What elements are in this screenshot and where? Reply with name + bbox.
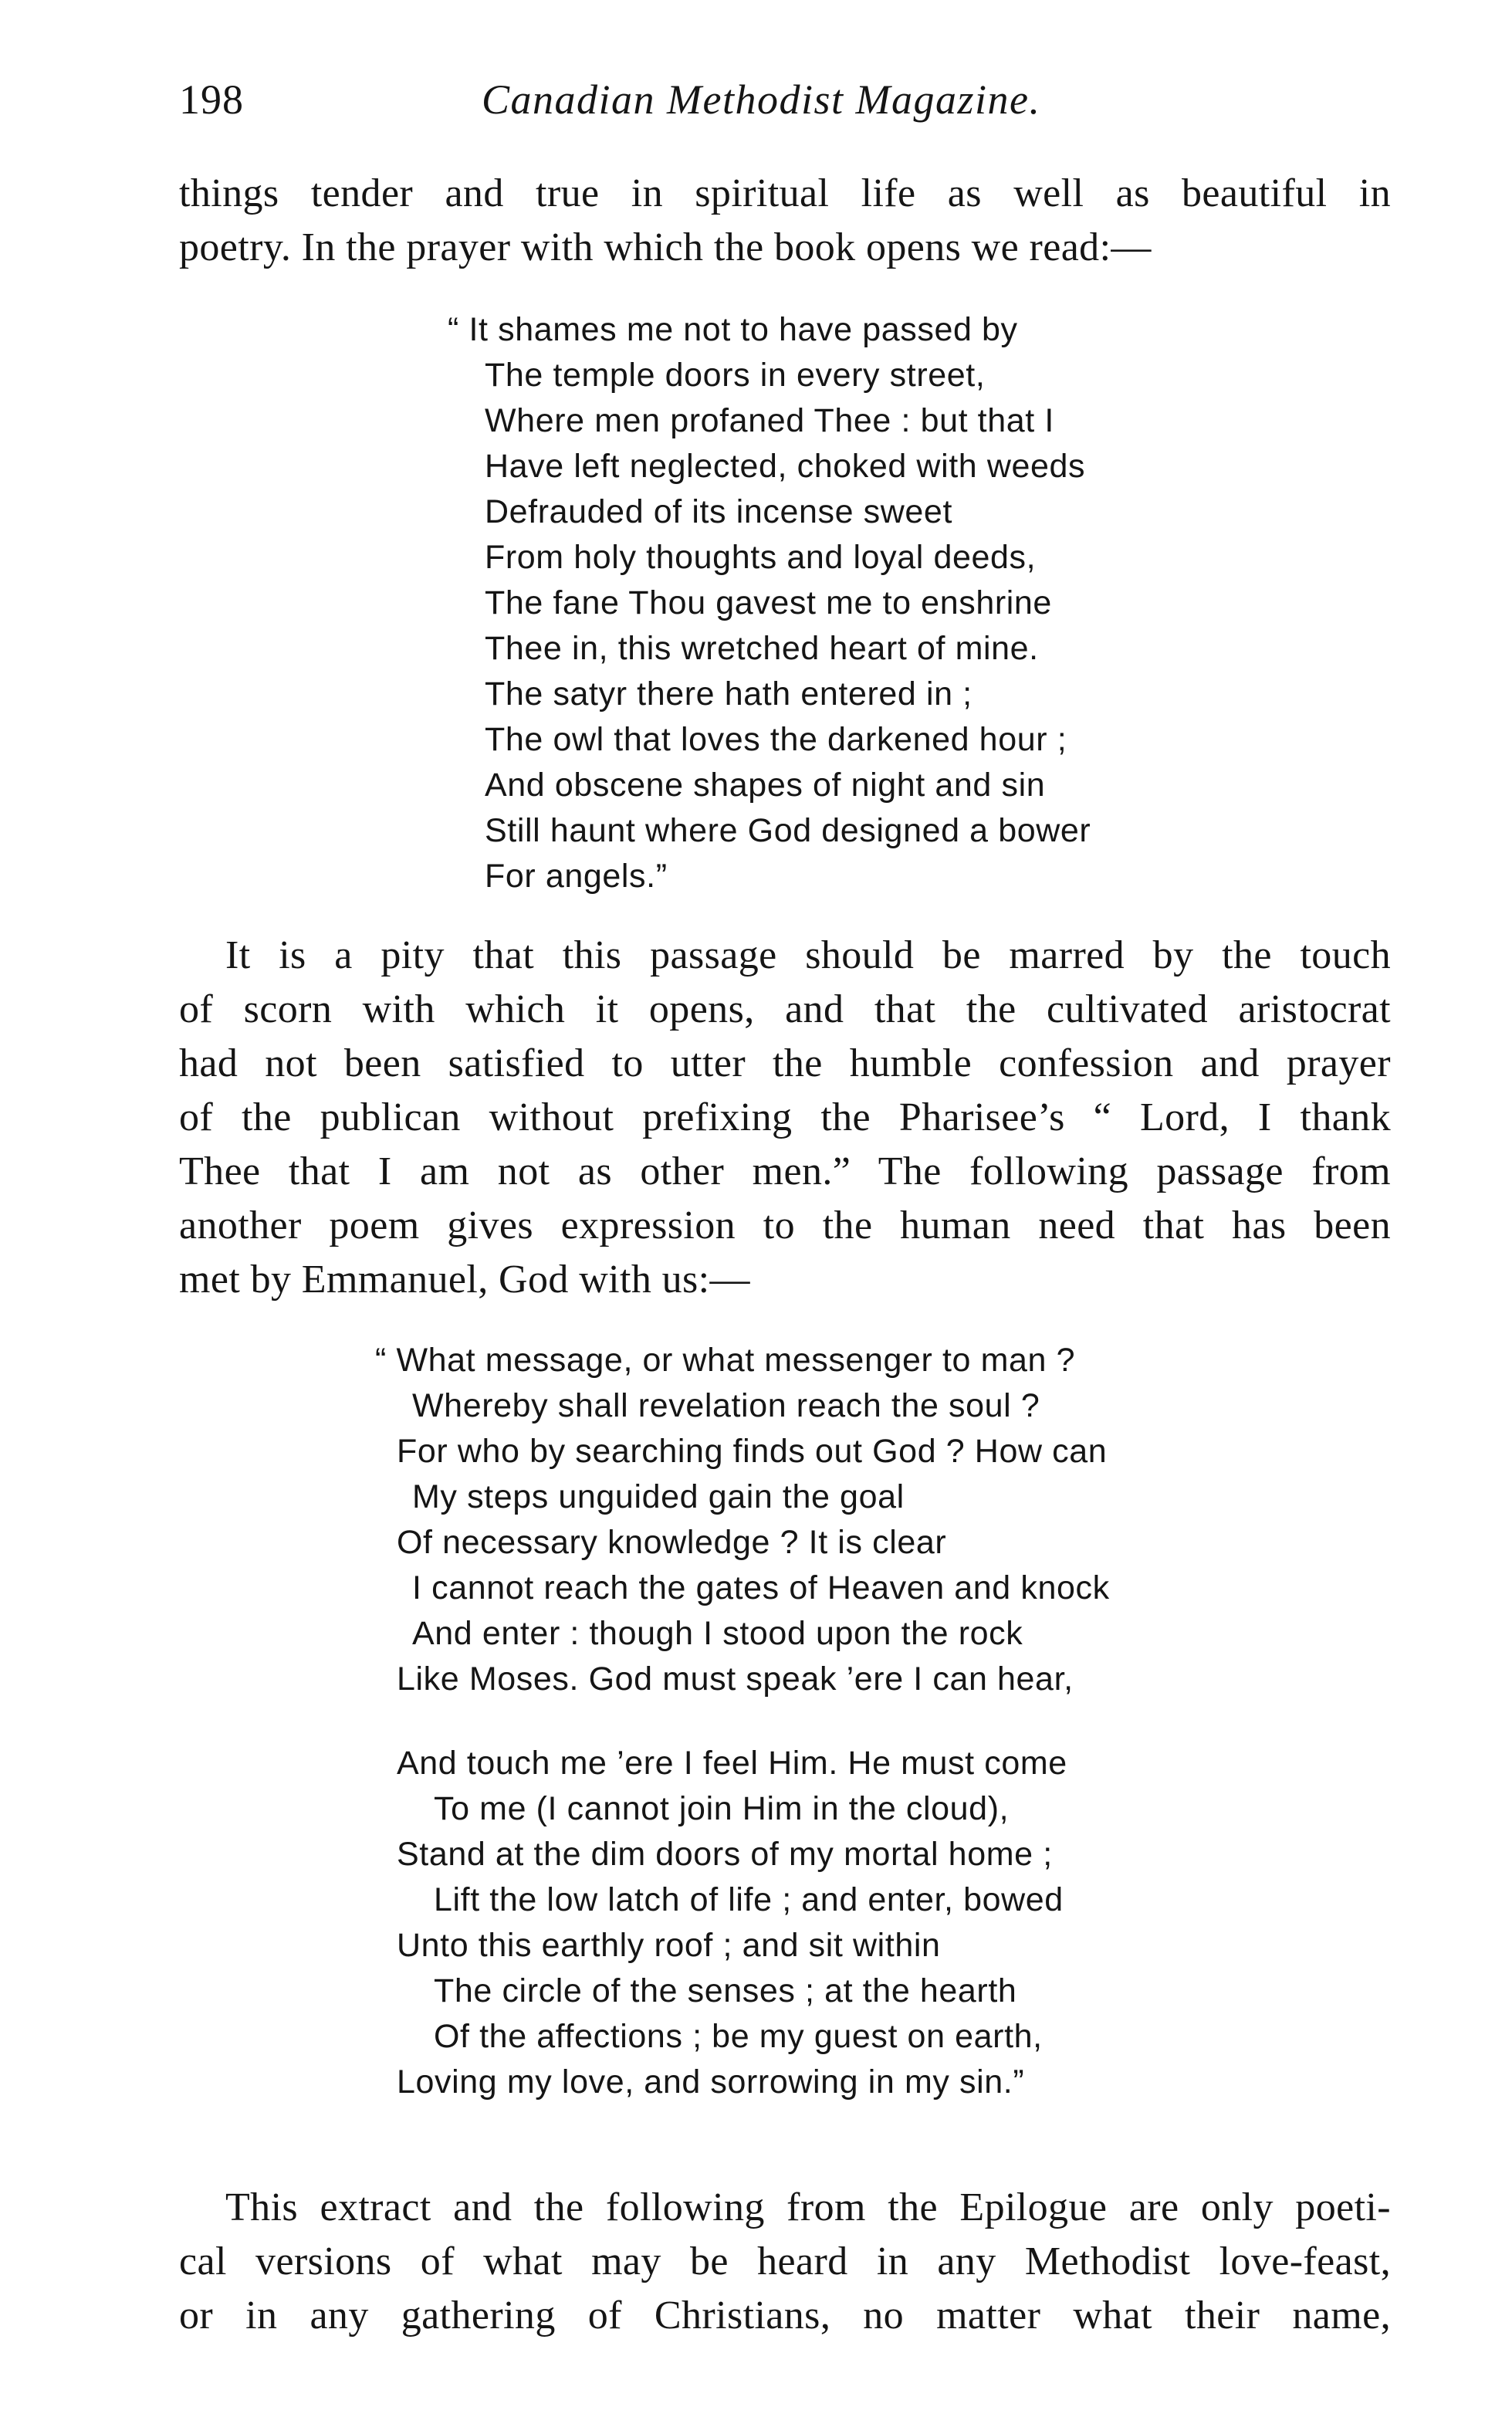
page-number: 198 (179, 76, 244, 123)
verse-line: To me (I cannot join Him in the cloud), (434, 1790, 1010, 1827)
text-line: It is a pity that this passage should be marred by the touch (225, 933, 1391, 977)
text-line: Thee that I am not as other men.” The following passage from (179, 1149, 1391, 1193)
verse-line: I cannot reach the gates of Heaven and knock (412, 1569, 1110, 1606)
text-line: of scorn with which it opens, and that the cultivated aristocrat (179, 987, 1391, 1031)
verse-line: Like Moses. God must speak ’ere I can hear, (397, 1660, 1074, 1698)
poem-prayer (448, 307, 1091, 899)
verse-line: Lift the low latch of life ; and enter, bowed (434, 1881, 1064, 1918)
verse-line: Of the affections ; be my guest on earth, (434, 2018, 1043, 2055)
running-title: Canadian Methodist Magazine. (482, 76, 1041, 123)
page-header (179, 73, 1391, 134)
paragraph-closing (179, 2181, 1391, 2343)
verse-line: My steps unguided gain the goal (412, 1478, 905, 1515)
verse-line: Stand at the dim doors of my mortal home ; (397, 1836, 1053, 1873)
verse-line: Thee in, this wretched heart of mine. (485, 630, 1039, 667)
paragraph-commentary (179, 929, 1391, 1307)
paragraph-intro (179, 167, 1391, 275)
text-line: another poem gives expression to the human need that has been (179, 1203, 1391, 1247)
verse-line: Still haunt where God designed a bower (485, 812, 1091, 849)
poem-stanza-1 (375, 1338, 1110, 1702)
verse-line: Whereby shall revelation reach the soul ? (412, 1387, 1040, 1424)
text-line: of the publican without prefixing the Pharisee’s “ Lord, I thank (179, 1095, 1391, 1139)
verse-line: And obscene shapes of night and sin (485, 767, 1046, 804)
verse-line: And enter : though I stood upon the rock (412, 1615, 1023, 1652)
verse-line: Unto this earthly roof ; and sit within (397, 1927, 941, 1964)
verse-line: Where men profaned Thee : but that I (485, 402, 1054, 439)
verse-line: The circle of the senses ; at the hearth (434, 1972, 1017, 2009)
verse-line: The fane Thou gavest me to enshrine (485, 584, 1052, 621)
text-line: met by Emmanuel, God with us:— (179, 1258, 750, 1302)
text-line: or in any gathering of Christians, no matter what their name, (179, 2294, 1391, 2338)
verse-line: Defrauded of its incense sweet (485, 493, 952, 530)
text-line: things tender and true in spiritual life as well as beautiful in (179, 171, 1391, 215)
verse-line: The owl that loves the darkened hour ; (485, 721, 1067, 758)
verse-line: The satyr there hath entered in ; (485, 675, 972, 713)
verse-line: The temple doors in every street, (485, 357, 986, 394)
text-line: cal versions of what may be heard in any Methodist love-feast, (179, 2239, 1391, 2283)
verse-line: Have left neglected, choked with weeds (485, 448, 1086, 485)
verse-line: For who by searching finds out God ? How can (397, 1433, 1108, 1470)
verse-line: And touch me ’ere I feel Him. He must come (397, 1745, 1067, 1782)
text-line: had not been satisfied to utter the humble confession and prayer (179, 1041, 1391, 1085)
verse-line: “ What message, or what messenger to man ? (375, 1342, 1076, 1379)
verse-line: Loving my love, and sorrowing in my sin.” (397, 2063, 1025, 2101)
verse-line: Of necessary knowledge ? It is clear (397, 1524, 947, 1561)
verse-line: From holy thoughts and loyal deeds, (485, 539, 1037, 576)
text-line: poetry. In the prayer with which the book opens we read:— (179, 225, 1152, 269)
verse-line: For angels.” (485, 858, 668, 895)
poem-stanza-2 (397, 1741, 1067, 2105)
verse-line: “ It shames me not to have passed by (448, 311, 1018, 348)
text-line: This extract and the following from the Epilogue are only poeti- (225, 2185, 1391, 2229)
